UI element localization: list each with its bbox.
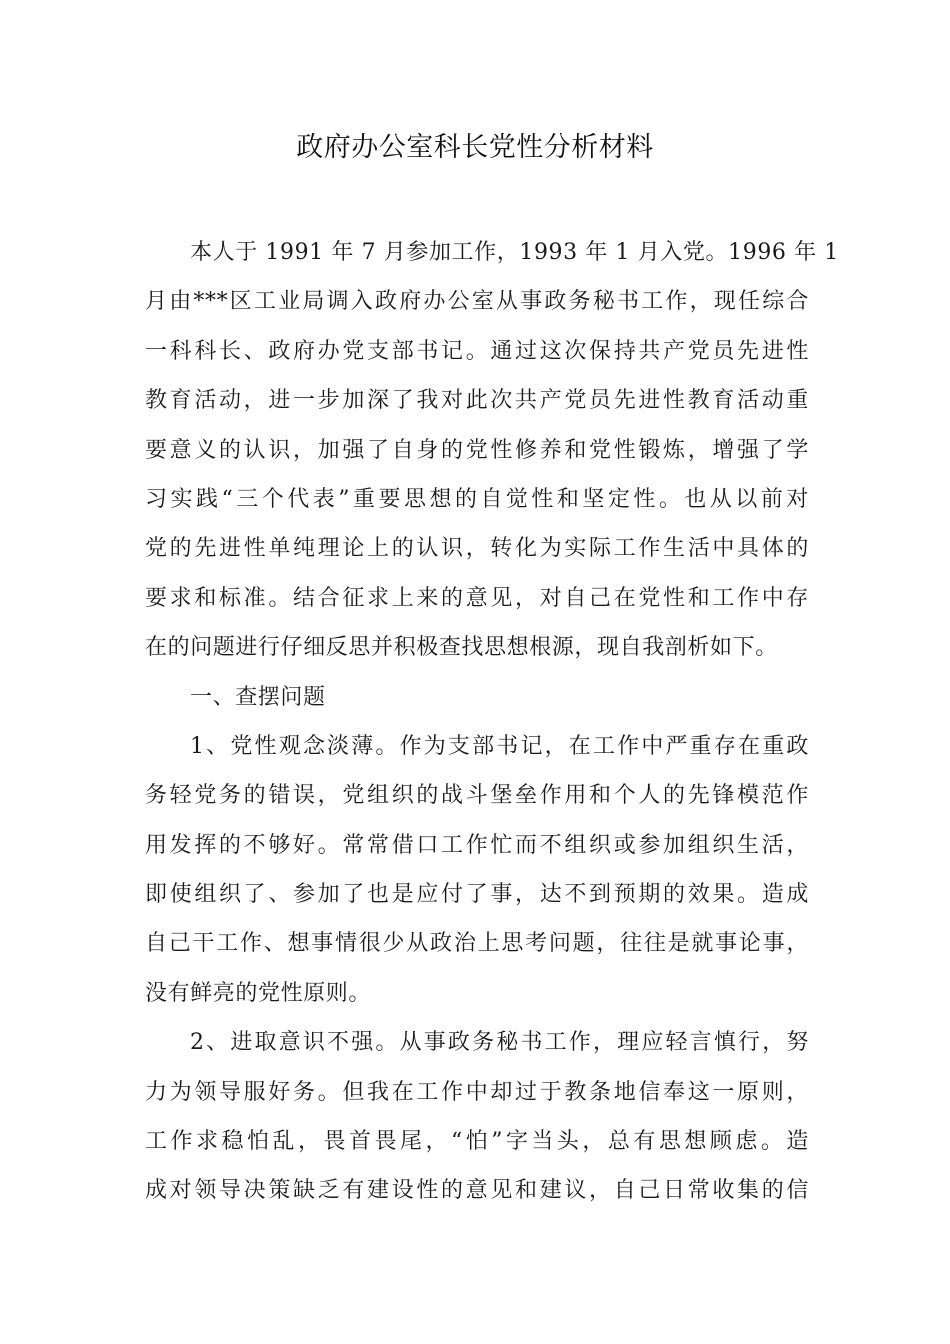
body-line: 工作求稳怕乱，畏首畏尾，“怕”字当头，总有思想顾虑。造 xyxy=(145,1129,809,1155)
body-line: 力为领导服好务。但我在工作中却过于教条地信奉这一原则， xyxy=(145,1079,809,1105)
body-line: 党的先进性单纯理论上的认识，转化为实际工作生活中具体的 xyxy=(145,536,809,562)
body-line: 用发挥的不够好。常常借口工作忙而不组织或参加组织生活， xyxy=(145,832,809,858)
body-line: 务轻党务的错误，党组织的战斗堡垒作用和个人的先锋模范作 xyxy=(145,783,809,809)
body-line: 1、党性观念淡薄。作为支部书记，在工作中严重存在重政 xyxy=(190,733,809,759)
body-line: 月由***区工业局调入政府办公室从事政务秘书工作，现任综合 xyxy=(145,289,809,315)
body-line: 自己干工作、想事情很少从政治上思考问题，往往是就事论事， xyxy=(145,931,809,957)
body-line: 没有鲜亮的党性原则。 xyxy=(145,980,372,1006)
body-line: 2、进取意识不强。从事政务秘书工作，理应轻言慎行，努 xyxy=(190,1030,809,1056)
body-line: 一科科长、政府办党支部书记。通过这次保持共产党员先进性 xyxy=(145,338,809,364)
body-line: 本人于 1991 年 7 月参加工作，1993 年 1 月入党。1996 年 1 xyxy=(190,240,839,265)
body-line: 习实践“三个代表”重要思想的自觉性和坚定性。也从以前对 xyxy=(145,486,809,512)
body-line: 在的问题进行仔细反思并积极查找思想根源，现自我剖析如下。 xyxy=(145,635,778,661)
body-line: 教育活动，进一步加深了我对此次共产党员先进性教育活动重 xyxy=(145,388,809,414)
document-title: 政府办公室科长党性分析材料 xyxy=(296,132,654,163)
document-body xyxy=(145,228,839,1216)
body-line: 要求和标准。结合征求上来的意见，对自己在党性和工作中存 xyxy=(145,585,809,611)
body-line: 成对领导决策缺乏有建设性的意见和建议，自己日常收集的信 xyxy=(145,1178,809,1204)
body-line: 即使组织了、参加了也是应付了事，达不到预期的效果。造成 xyxy=(145,882,809,908)
section-heading: 一、查摆问题 xyxy=(190,684,326,710)
body-line: 要意义的认识，加强了自身的党性修养和党性锻炼，增强了学 xyxy=(145,437,809,463)
